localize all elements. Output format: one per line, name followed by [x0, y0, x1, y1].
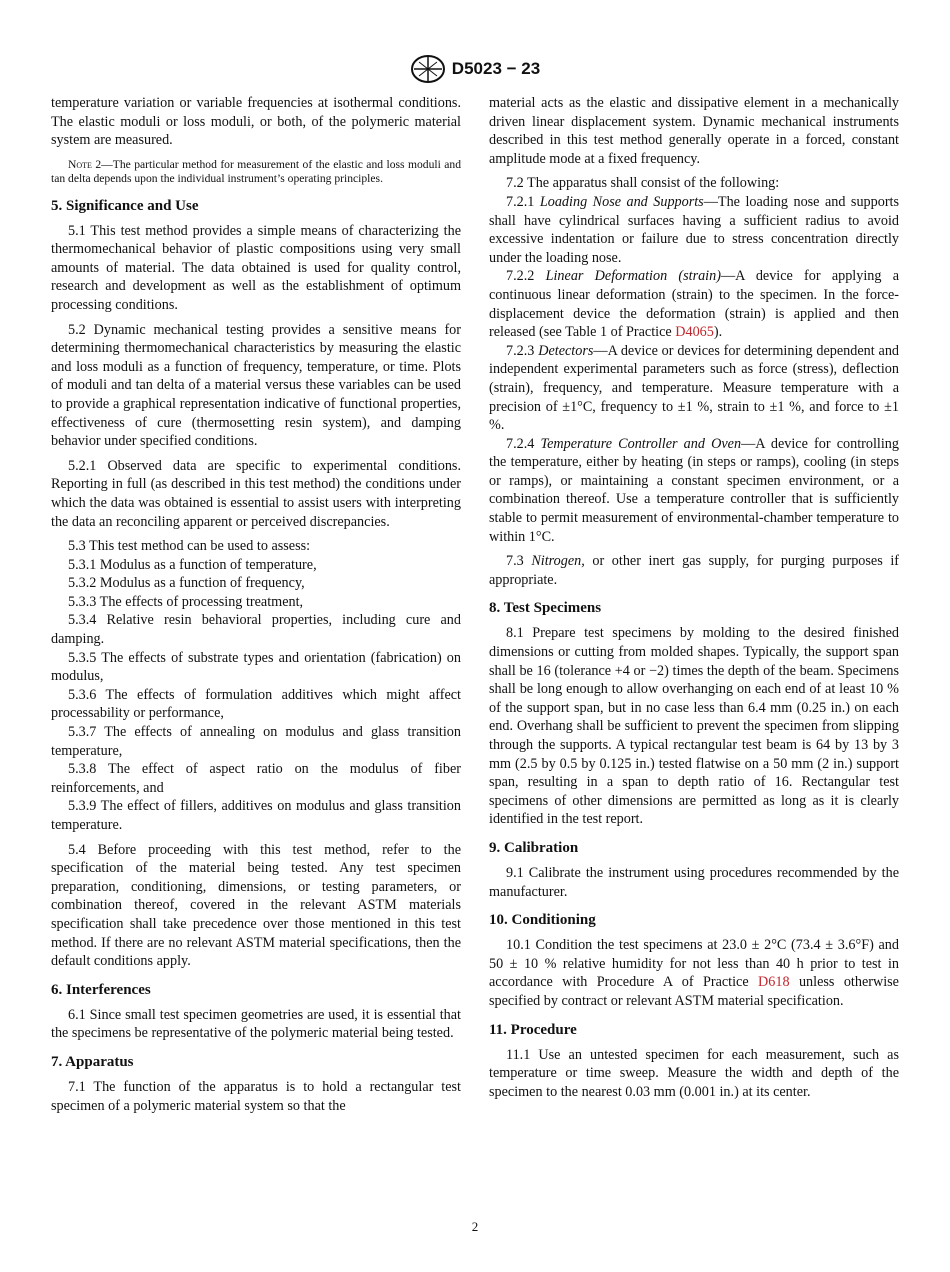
- para-7-2-3: [489, 342, 899, 435]
- term: Detectors: [538, 342, 594, 359]
- para-text: or other inert gas supply, for purging purposes if appropriate.: [489, 553, 899, 588]
- para-number: 7.3: [506, 553, 532, 570]
- section-10-heading: 10. Conditioning: [489, 912, 596, 929]
- para-text: 10.1 Condition the test specimens at 23.0 ± 2°C (73.4 ± 3.6°F) and 50 ± 10 % relative humidity for not less than 40 h prior to test in accordance with Procedure A of Practice: [489, 937, 899, 991]
- right-column: [489, 94, 899, 1101]
- para-7-3: [489, 552, 899, 589]
- para-5-3-6: 5.3.6 The effects of formulation additives which might affect processability or performance,: [51, 686, 461, 722]
- para-7-1: 7.1 The function of the apparatus is to hold a rectangular test specimen of a polymeric material system so that the: [51, 1078, 461, 1114]
- para-5-3-2: 5.3.2 Modulus as a function of frequency,: [68, 575, 305, 592]
- term: Nitrogen,: [531, 553, 585, 570]
- para-5-3-9: 5.3.9 The effect of fillers, additives on modulus and glass transition temperature.: [51, 798, 461, 833]
- document-id: D5023 − 23: [451, 59, 541, 78]
- para-6-1: 6.1 Since small test specimen geometries are used, it is essential that the specimens be representative of the polymeric material being tested.: [51, 1006, 461, 1042]
- para-number: 7.2.3: [506, 342, 539, 359]
- term: Temperature Controller and Oven: [540, 435, 742, 452]
- para-7-2-2: [489, 267, 899, 341]
- term: Loading Nose and Supports: [539, 193, 704, 210]
- para-text: —A device or devices for determining dependent and independent experimental parameters such as force (stress), deflection (strain), frequency, and temperature. Measure temperature with a precision of ±1°C, frequency to ±1 %, strain to ±1 %, and force to ±1 %.: [489, 342, 900, 434]
- para-5-1: 5.1 This test method provides a simple means of characterizing the thermomechanical behavior of plastic compositions using very small amounts of material. The data obtained is used for quality control, research and development as well as the establishment of optimum processing conditions.: [51, 222, 461, 313]
- para-number: 7.2.4: [506, 435, 541, 452]
- para-5-3-4: 5.3.4 Relative resin behavioral properties, including cure and damping.: [51, 612, 461, 648]
- note-label: Note 2: [68, 157, 102, 171]
- para-5-4: 5.4 Before proceeding with this test method, refer to the specification of the material being tested. Any test specimen preparation, conditioning, dimensions, or testing parameters, or combination thereof, covered in the relevant ASTM materials specification shall take precedence over those mentioned in this test method. If there are no relevant ASTM material specifications, then the default conditions apply.: [51, 841, 461, 970]
- para-5-3-5: 5.3.5 The effects of substrate types and orientation (fabrication) on modulus,: [51, 649, 461, 685]
- section-7-heading: 7. Apparatus: [51, 1053, 134, 1070]
- para-5-3-1: 5.3.1 Modulus as a function of temperature,: [68, 556, 317, 573]
- section-6-heading: 6. Interferences: [51, 981, 151, 998]
- para-5-2: 5.2 Dynamic mechanical testing provides a sensitive means for determining thermomechanical characteristics by measuring the elastic and loss moduli as a function of frequency, temperature, or time. Plots of moduli and tan delta of a material versus these variables can be used to provide a graphical representation indicative of functional properties, effectiveness of cure (thermosetting resin system), and damping behavior under specified conditions.: [51, 321, 461, 450]
- page-number: 2: [471, 1219, 479, 1234]
- d4065-link[interactable]: D4065: [675, 324, 714, 341]
- para-9-1: 9.1 Calibrate the instrument using procedures recommended by the manufacturer.: [489, 864, 899, 900]
- note-2: [51, 158, 461, 187]
- para-text-end: ).: [713, 324, 723, 341]
- page-header: [0, 52, 950, 86]
- para-5-3-3: 5.3.3 The effects of processing treatment,: [68, 593, 304, 610]
- note-text: —The particular method for measurement of the elastic and loss moduli and tan delta depends upon the individual instrument’s operating principles.: [51, 157, 461, 186]
- term: Linear Deformation (strain): [545, 268, 721, 285]
- para-text: —The loading nose and supports shall have cylindrical surfaces having a sufficient radius to avoid excessive indentation or failure due to stress concentration directly under the loading nose.: [489, 193, 900, 266]
- section-8-heading: 8. Test Specimens: [489, 600, 602, 617]
- para-5-3: 5.3 This test method can be used to assess:: [68, 538, 311, 555]
- left-column: [51, 94, 461, 1115]
- para-5-2-1: 5.2.1 Observed data are specific to experimental conditions. Reporting in full (as described in this test method) the conditions under which the data was obtained is essential to assist users with interpreting the data an reconciling apparent or perceived discrepancies.: [51, 457, 461, 530]
- para-7-2: 7.2 The apparatus shall consist of the following:: [506, 175, 780, 192]
- d618-link[interactable]: D618: [758, 974, 790, 991]
- para-7-2-1: [489, 193, 899, 267]
- para-7-2-4: [489, 435, 899, 547]
- para-text: —A device for controlling the temperature, either by heating (in steps or ramps), cooling (in steps or ramps), or maintaining a constant specimen environment, or a combination thereof. Use a temperature controller that is sufficiently stable to permit measurement of environmental-chamber temperature to within 1°C.: [489, 435, 899, 545]
- para-5-3-7: 5.3.7 The effects of annealing on modulus and glass transition temperature,: [51, 724, 461, 759]
- para-number: 7.2.2: [506, 268, 546, 285]
- intro-paragraph: temperature variation or variable frequencies at isothermal conditions. The elastic moduli or loss moduli, or both, of the polymeric material system are measured.: [51, 95, 461, 149]
- para-5-3-8: 5.3.8 The effect of aspect ratio on the modulus of fiber reinforcements, and: [51, 761, 461, 796]
- section-9-heading: 9. Calibration: [489, 839, 579, 856]
- para-text: —A device for applying a continuous linear deformation (strain) to the specimen. In the force-displacement device the deformation (strain) is applied and then released (see Table 1 of Practice: [489, 268, 899, 341]
- para-11-1: 11.1 Use an untested specimen for each measurement, such as temperature or time sweep. Measure the width and depth of the specimen to the nearest 0.03 mm (0.001 in.) at its center.: [489, 1046, 899, 1100]
- para-number: 7.2.1: [506, 193, 540, 210]
- para-7-1-continued: material acts as the elastic and dissipative element in a mechanically driven linear displacement system. Dynamic mechanical instruments described in this test method generally operate in a forced, constant amplitude mode at a fixed frequency.: [489, 95, 899, 167]
- section-11-heading: 11. Procedure: [489, 1021, 577, 1038]
- astm-logo-icon: [410, 54, 446, 84]
- para-10-1: [489, 936, 899, 1010]
- para-8-1: 8.1 Prepare test specimens by molding to the desired finished dimensions or cutting from molded shapes. Typically, the support span shall be 16 (tolerance +4 or −2) times the depth of the beam. Specimens shall be long enough to allow overhanging on each end of at least 10 % of the support span, but in no case less than 6.4 mm (0.25 in.) on each end. Overhang shall be sufficient to prevent the specimen from slipping through the supports. A typical rectangular test beam is 64 by 13 by 3 mm (2.5 by 0.5 by 0.125 in.) tested flatwise on a 50 mm (2 in.) support span, resulting in a span to depth ratio of 16. Rectangular test specimens of other dimensions are permitted as long as it is clearly identified in the test report.: [489, 625, 899, 828]
- section-5-heading: 5. Significance and Use: [51, 197, 199, 214]
- para-text-end: unless otherwise specified by contract or relevant ASTM material specification.: [489, 974, 899, 1009]
